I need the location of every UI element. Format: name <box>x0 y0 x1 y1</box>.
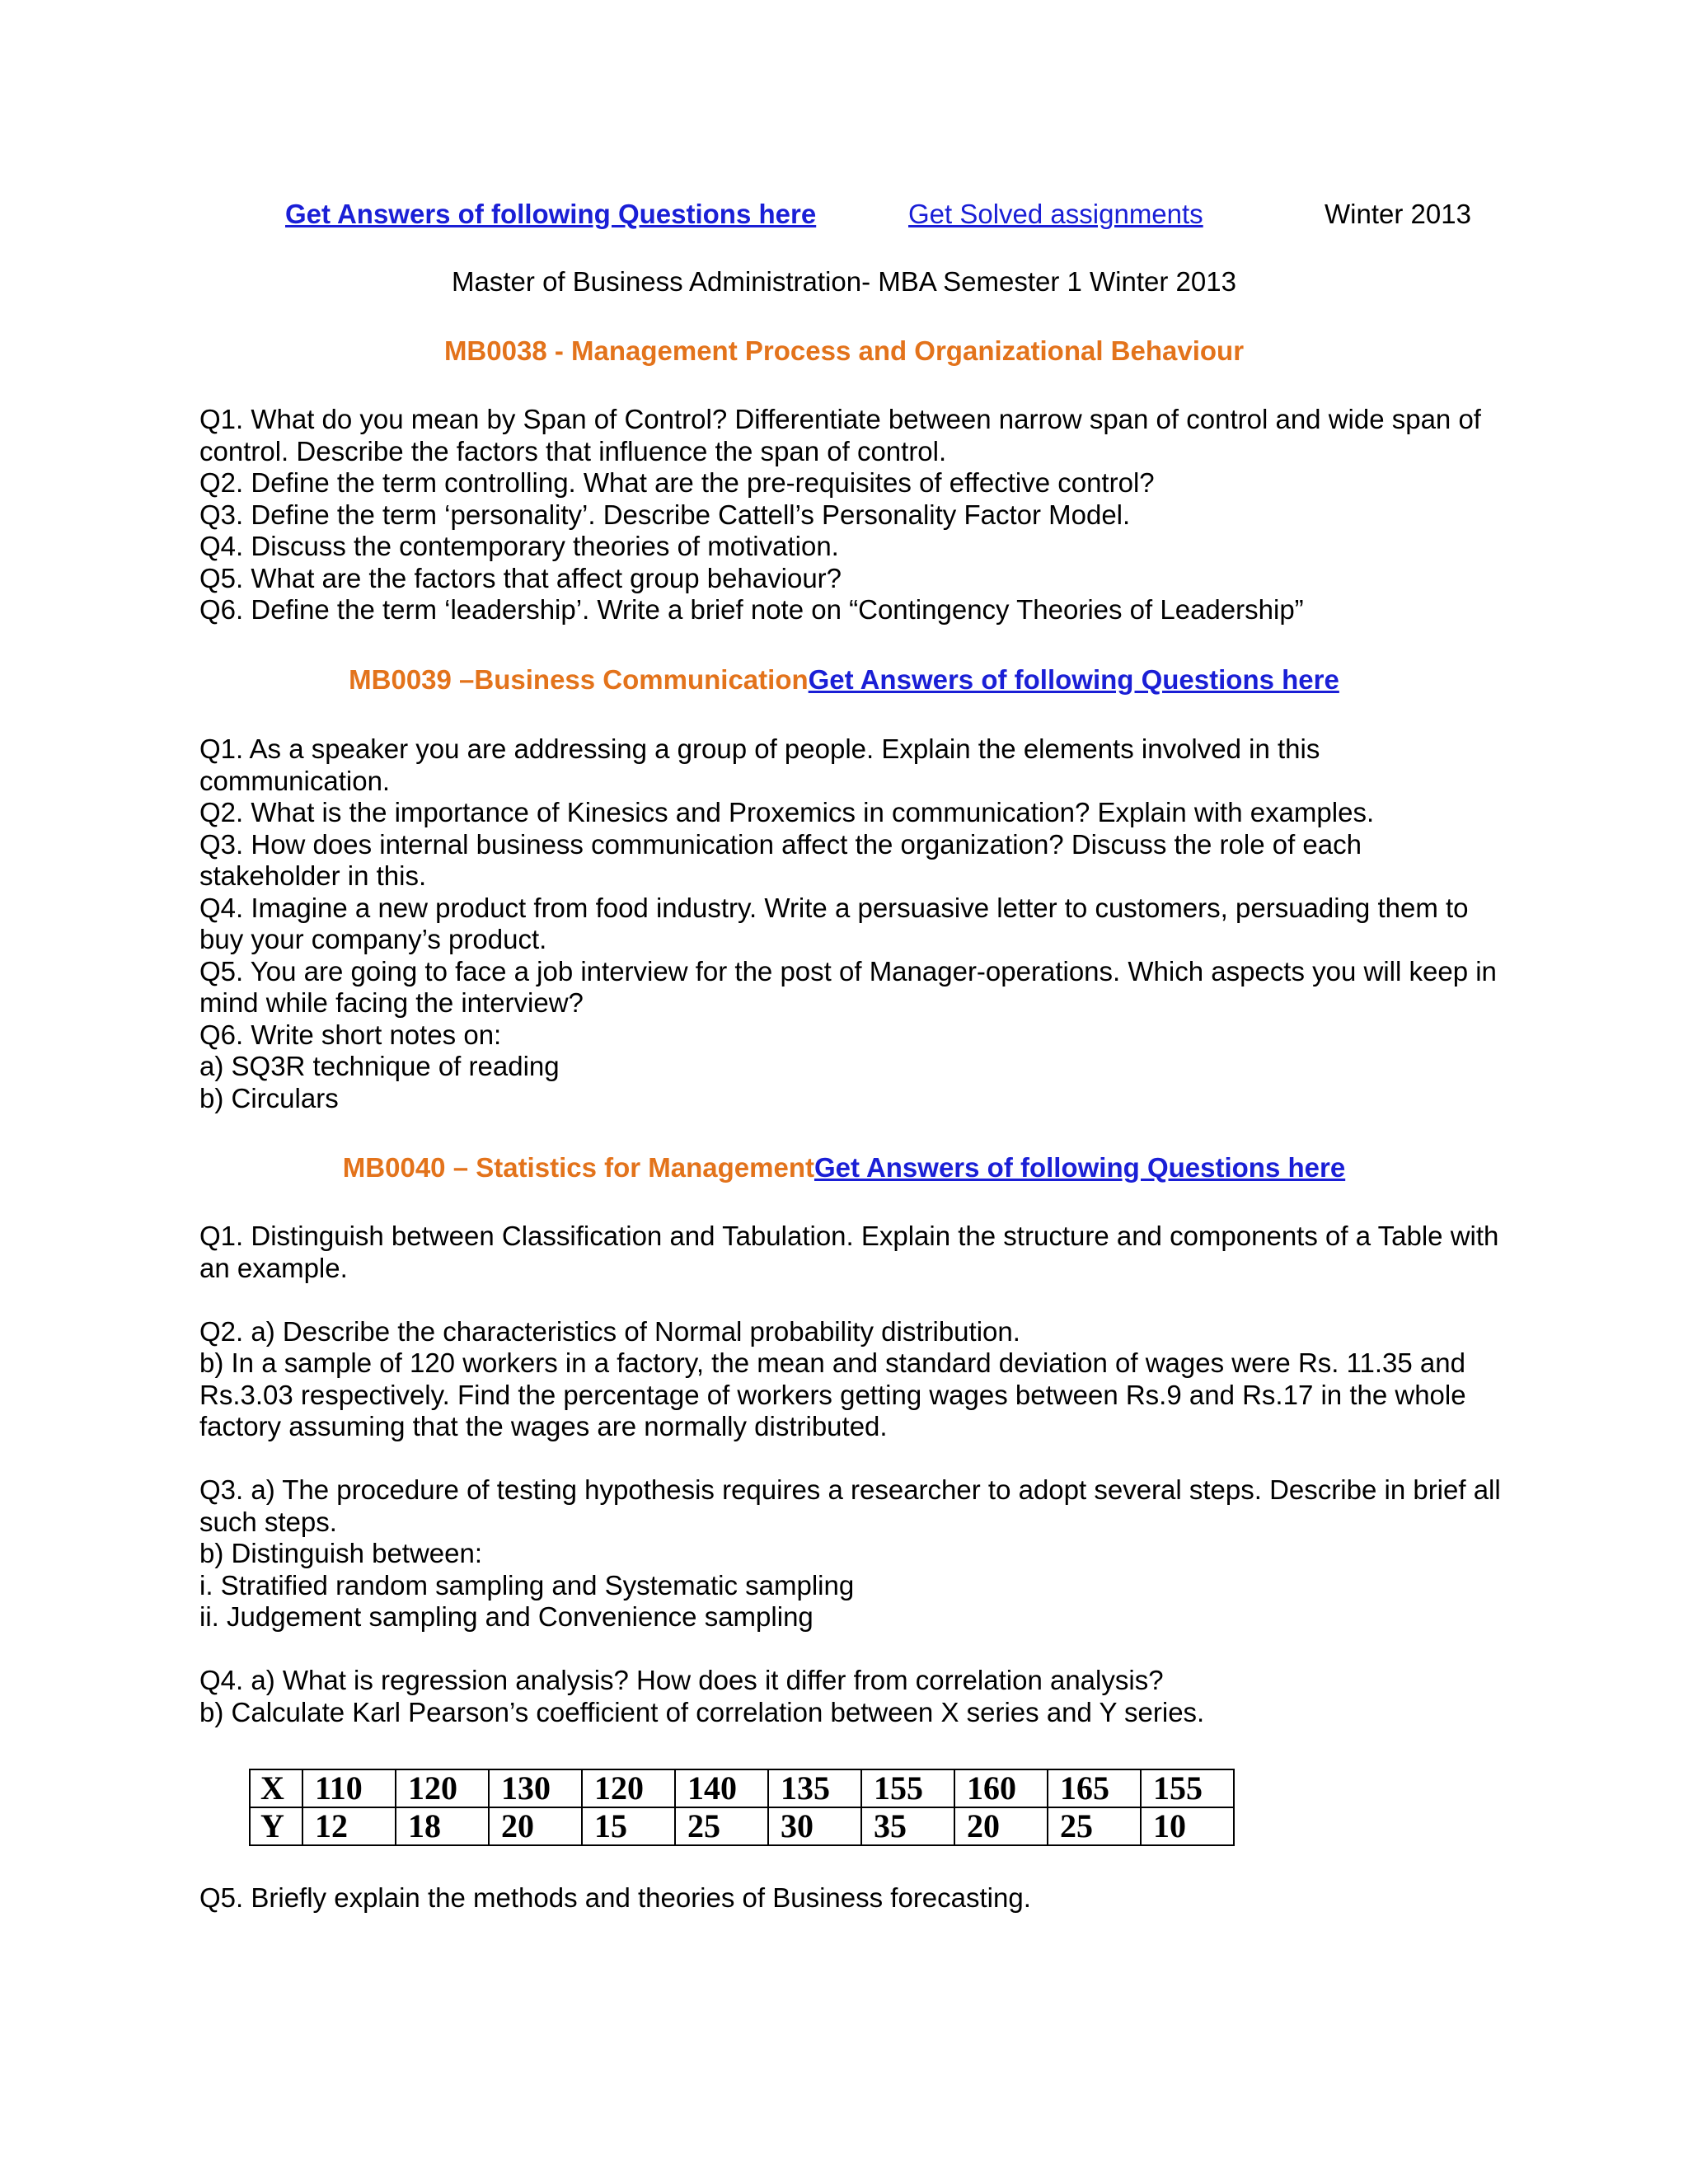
table-cell: 120 <box>396 1769 489 1807</box>
table-row-label: Y <box>250 1807 302 1845</box>
question-item: Q2. What is the importance of Kinesics and Proxemics in communication? Explain with examples. <box>199 797 1375 827</box>
table-cell: 35 <box>861 1807 954 1845</box>
table-cell: 110 <box>302 1769 396 1807</box>
question-item: Q5. Briefly explain the methods and theories of Business forecasting. <box>199 1882 1031 1913</box>
question-item: Q2. Define the term controlling. What are the pre-requisites of effective control? <box>199 467 1155 498</box>
question-item: Q4. Discuss the contemporary theories of motivation. <box>199 531 839 561</box>
table-row <box>250 1769 1234 1807</box>
header-row <box>0 196 1688 232</box>
question-list-mb0040-end <box>199 1882 1502 1915</box>
table-cell: 15 <box>582 1807 675 1845</box>
table-cell: 12 <box>302 1807 396 1845</box>
table-cell: 130 <box>489 1769 582 1807</box>
question-item: Q3. How does internal business communication affect the organization? Discuss the role of each stakeholder in this. <box>199 828 1362 891</box>
question-item: Q1. What do you mean by Span of Control? Differentiate between narrow span of control and wide span of control. Describe the factors that influence the span of control. <box>199 404 1481 466</box>
question-item: b) Distinguish between: <box>199 1538 483 1568</box>
table-cell: 120 <box>582 1769 675 1807</box>
question-item: Q6. Define the term ‘leadership’. Write a brief note on “Contingency Theories of Leadership” <box>199 594 1304 625</box>
course-heading-mb0039 <box>0 662 1688 698</box>
question-item: ii. Judgement sampling and Convenience sampling <box>199 1601 814 1632</box>
question-item: b) Circulars <box>199 1082 339 1113</box>
table-cell: 160 <box>954 1769 1048 1807</box>
question-item: Q3. a) The procedure of testing hypothesis requires a researcher to adopt several steps. Describe in brief all such steps. <box>199 1474 1501 1537</box>
question-item: Q4. Imagine a new product from food industry. Write a persuasive letter to customers, persuading them to buy your company’s product. <box>199 892 1469 954</box>
correlation-data-table <box>249 1769 1235 1846</box>
table-cell: 20 <box>954 1807 1048 1845</box>
table-cell: 25 <box>1048 1807 1141 1845</box>
course-answers-link[interactable]: Get Answers of following Questions here <box>814 1152 1346 1183</box>
question-list-mb0038 <box>199 404 1502 626</box>
question-item: Q2. a) Describe the characteristics of Normal probability distribution. <box>199 1315 1020 1347</box>
course-heading-mb0040 <box>0 1150 1688 1186</box>
course-answers-link[interactable]: Get Answers of following Questions here <box>808 664 1339 695</box>
table-cell: 30 <box>768 1807 861 1845</box>
table-cell: 165 <box>1048 1769 1141 1807</box>
table-cell: 25 <box>675 1807 768 1845</box>
table-cell: 155 <box>1141 1769 1234 1807</box>
question-list-mb0040 <box>199 1221 1502 1728</box>
question-item: Q5. What are the factors that affect group behaviour? <box>199 562 842 593</box>
question-item: Q4. a) What is regression analysis? How does it differ from correlation analysis? <box>199 1665 1164 1695</box>
program-title: Master of Business Administration- MBA Semester 1 Winter 2013 <box>452 266 1236 297</box>
table-cell: 155 <box>861 1769 954 1807</box>
answers-link[interactable]: Get Answers of following Questions here <box>285 199 817 229</box>
table-cell: 10 <box>1141 1807 1234 1845</box>
solved-assignments-link[interactable]: Get Solved assignments <box>908 199 1203 229</box>
table-row-label: X <box>250 1769 302 1807</box>
question-item: Q3. Define the term ‘personality’. Describe Cattell’s Personality Factor Model. <box>199 499 1131 530</box>
course-title: MB0038 - Management Process and Organizational Behaviour <box>443 335 1245 366</box>
table-row <box>250 1807 1234 1845</box>
session-label: Winter 2013 <box>1325 199 1471 229</box>
question-item: a) SQ3R technique of reading <box>199 1051 560 1081</box>
table-cell: 20 <box>489 1807 582 1845</box>
question-item: b) Calculate Karl Pearson’s coefficient of correlation between X series and Y series. <box>199 1696 1205 1727</box>
question-item: Q1. Distinguish between Classification and Tabulation. Explain the structure and components of a Table with an example. <box>199 1221 1499 1283</box>
question-list-mb0039 <box>199 733 1502 1114</box>
course-heading-mb0038 <box>0 333 1688 369</box>
question-item: b) In a sample of 120 workers in a factory, the mean and standard deviation of wages were Rs. 11.35 and Rs.3.03 respectively. Find the percentage of workers getting wages between Rs.9 and Rs.17 in the whole factory assuming that the wages are normally distributed. <box>199 1347 1466 1441</box>
question-item: Q1. As a speaker you are addressing a group of people. Explain the elements involved in this communication. <box>199 733 1320 796</box>
table-cell: 18 <box>396 1807 489 1845</box>
question-item: i. Stratified random sampling and Systematic sampling <box>199 1569 855 1601</box>
table-cell: 140 <box>675 1769 768 1807</box>
question-item: Q5. You are going to face a job interview for the post of Manager-operations. Which aspects you will keep in mind while facing the interview? <box>199 955 1497 1018</box>
course-title: MB0040 – Statistics for Management <box>342 1152 814 1183</box>
question-item: Q6. Write short notes on: <box>199 1019 502 1050</box>
course-title: MB0039 –Business Communication <box>349 664 809 695</box>
table-cell: 135 <box>768 1769 861 1807</box>
